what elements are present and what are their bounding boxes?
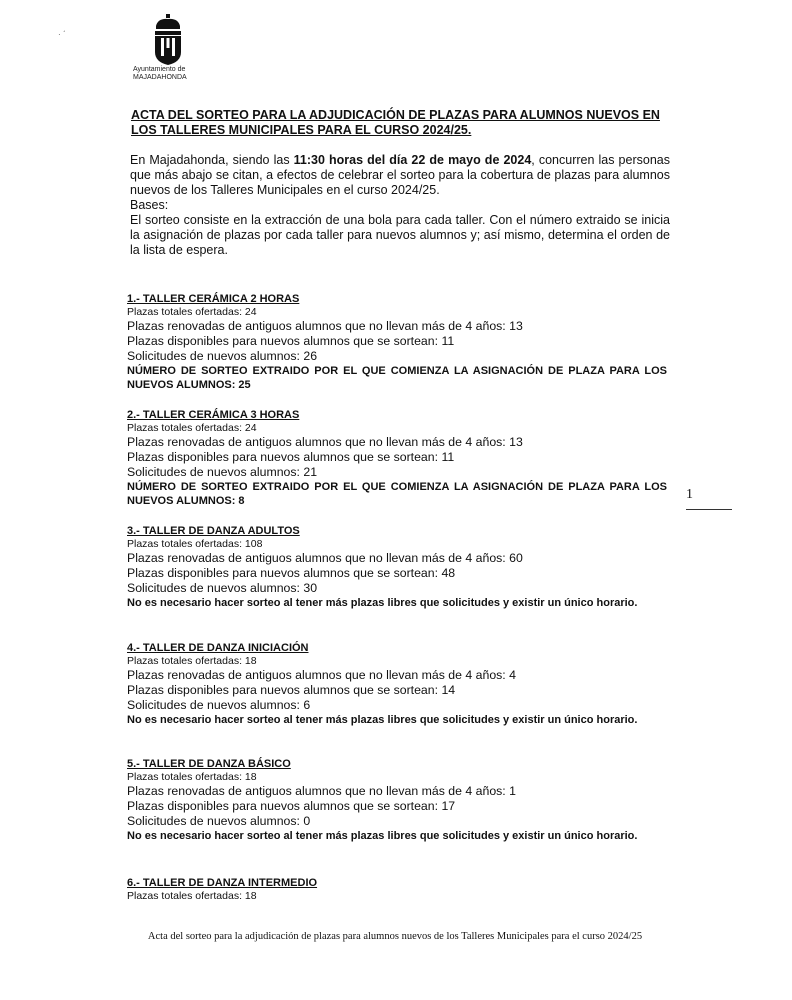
sorteo-note: No es necesario hacer sorteo al tener más plazas libres que solicitudes y existir un único horario. — [127, 597, 638, 609]
intro-text-a: En Majadahonda, siendo las — [130, 153, 294, 167]
plazas-disponibles: Plazas disponibles para nuevos alumnos que se sortean: 17 — [127, 799, 456, 813]
plazas-renovadas: Plazas renovadas de antiguos alumnos que no llevan más de 4 años: 13 — [127, 319, 523, 333]
logo-line-2: MAJADAHONDA — [133, 74, 187, 81]
plazas-totales: Plazas totales ofertadas: 24 — [127, 422, 257, 434]
logo-line-1: Ayuntamiento de — [133, 66, 186, 73]
bases-label: Bases: — [130, 198, 169, 212]
section-title: 4.- TALLER DE DANZA INICIACIÓN — [127, 642, 309, 654]
municipal-logo — [128, 14, 208, 82]
section-title: 3.- TALLER DE DANZA ADULTOS — [127, 525, 300, 537]
plazas-renovadas: Plazas renovadas de antiguos alumnos que no llevan más de 4 años: 13 — [127, 435, 523, 449]
plazas-totales: Plazas totales ofertadas: 24 — [127, 306, 257, 318]
document-title: ACTA DEL SORTEO PARA LA ADJUDICACIÓN DE PLAZAS PARA ALUMNOS NUEVOS EN LOS TALLERES MUNICIPALES PARA EL CURSO 2024/25. — [131, 108, 660, 137]
solicitudes: Solicitudes de nuevos alumnos: 0 — [127, 814, 311, 828]
solicitudes: Solicitudes de nuevos alumnos: 26 — [127, 349, 318, 363]
section-4 — [127, 641, 667, 727]
intro-text-b: , concurren las personas que más abajo se citan, a efectos de celebrar el sorteo para la cobertura de plazas para alumnos nuevos de los Talleres Municipales en el curso 2024/25. — [130, 153, 670, 197]
intro-time: 11:30 horas del día 22 de mayo de 2024 — [293, 153, 532, 167]
plazas-totales: Plazas totales ofertadas: 18 — [127, 890, 257, 902]
section-5 — [127, 757, 667, 843]
plazas-disponibles: Plazas disponibles para nuevos alumnos que se sortean: 11 — [127, 450, 455, 464]
solicitudes: Solicitudes de nuevos alumnos: 21 — [127, 465, 318, 479]
section-3 — [127, 524, 667, 610]
sorteo-note: No es necesario hacer sorteo al tener más plazas libres que solicitudes y existir un único horario. — [127, 830, 638, 842]
intro-block — [130, 153, 670, 258]
intro-paragraph — [130, 153, 670, 198]
section-title: 2.- TALLER CERÁMICA 3 HORAS — [127, 409, 300, 421]
page-number: 1 — [686, 487, 693, 502]
plazas-totales: Plazas totales ofertadas: 18 — [127, 655, 257, 667]
plazas-renovadas: Plazas renovadas de antiguos alumnos que no llevan más de 4 años: 60 — [127, 551, 523, 565]
plazas-totales: Plazas totales ofertadas: 18 — [127, 771, 257, 783]
section-2 — [127, 408, 667, 508]
solicitudes: Solicitudes de nuevos alumnos: 30 — [127, 581, 318, 595]
sorteo-note: No es necesario hacer sorteo al tener más plazas libres que solicitudes y existir un único horario. — [127, 714, 638, 726]
plazas-renovadas: Plazas renovadas de antiguos alumnos que no llevan más de 4 años: 1 — [127, 784, 516, 798]
page-number-rule — [686, 509, 732, 510]
page-footer: Acta del sorteo para la adjudicación de plazas para alumnos nuevos de los Talleres Municipales para el curso 2024/25 — [147, 931, 643, 942]
sorteo-note: NÚMERO DE SORTEO EXTRAIDO POR EL QUE COMIENZA LA ASIGNACIÓN DE PLAZA PARA LOS NUEVOS ALUMNOS: 25 — [127, 365, 667, 391]
bases-text: El sorteo consiste en la extracción de una bola para cada taller. Con el número extraido se inicia la asignación de plazas por cada taller para nuevos alumnos y; así mismo, determina el orden de la lista de espera. — [130, 213, 670, 257]
logo-caption — [133, 66, 208, 82]
plazas-disponibles: Plazas disponibles para nuevos alumnos que se sortean: 48 — [127, 566, 456, 580]
solicitudes: Solicitudes de nuevos alumnos: 6 — [127, 698, 311, 712]
section-6 — [127, 876, 667, 903]
section-title: 5.- TALLER DE DANZA BÁSICO — [127, 758, 291, 770]
plazas-totales: Plazas totales ofertadas: 108 — [127, 538, 263, 550]
section-title: 6.- TALLER DE DANZA INTERMEDIO — [127, 877, 318, 889]
section-1 — [127, 292, 667, 392]
sorteo-note: NÚMERO DE SORTEO EXTRAIDO POR EL QUE COMIENZA LA ASIGNACIÓN DE PLAZA PARA LOS NUEVOS ALUMNOS: 8 — [127, 481, 667, 507]
section-title: 1.- TALLER CERÁMICA 2 HORAS — [127, 293, 300, 305]
plazas-disponibles: Plazas disponibles para nuevos alumnos que se sortean: 14 — [127, 683, 456, 697]
scan-specks: · ˊ — [58, 30, 66, 39]
plazas-renovadas: Plazas renovadas de antiguos alumnos que no llevan más de 4 años: 4 — [127, 668, 516, 682]
coat-of-arms-icon — [152, 14, 184, 66]
plazas-disponibles: Plazas disponibles para nuevos alumnos que se sortean: 11 — [127, 334, 455, 348]
